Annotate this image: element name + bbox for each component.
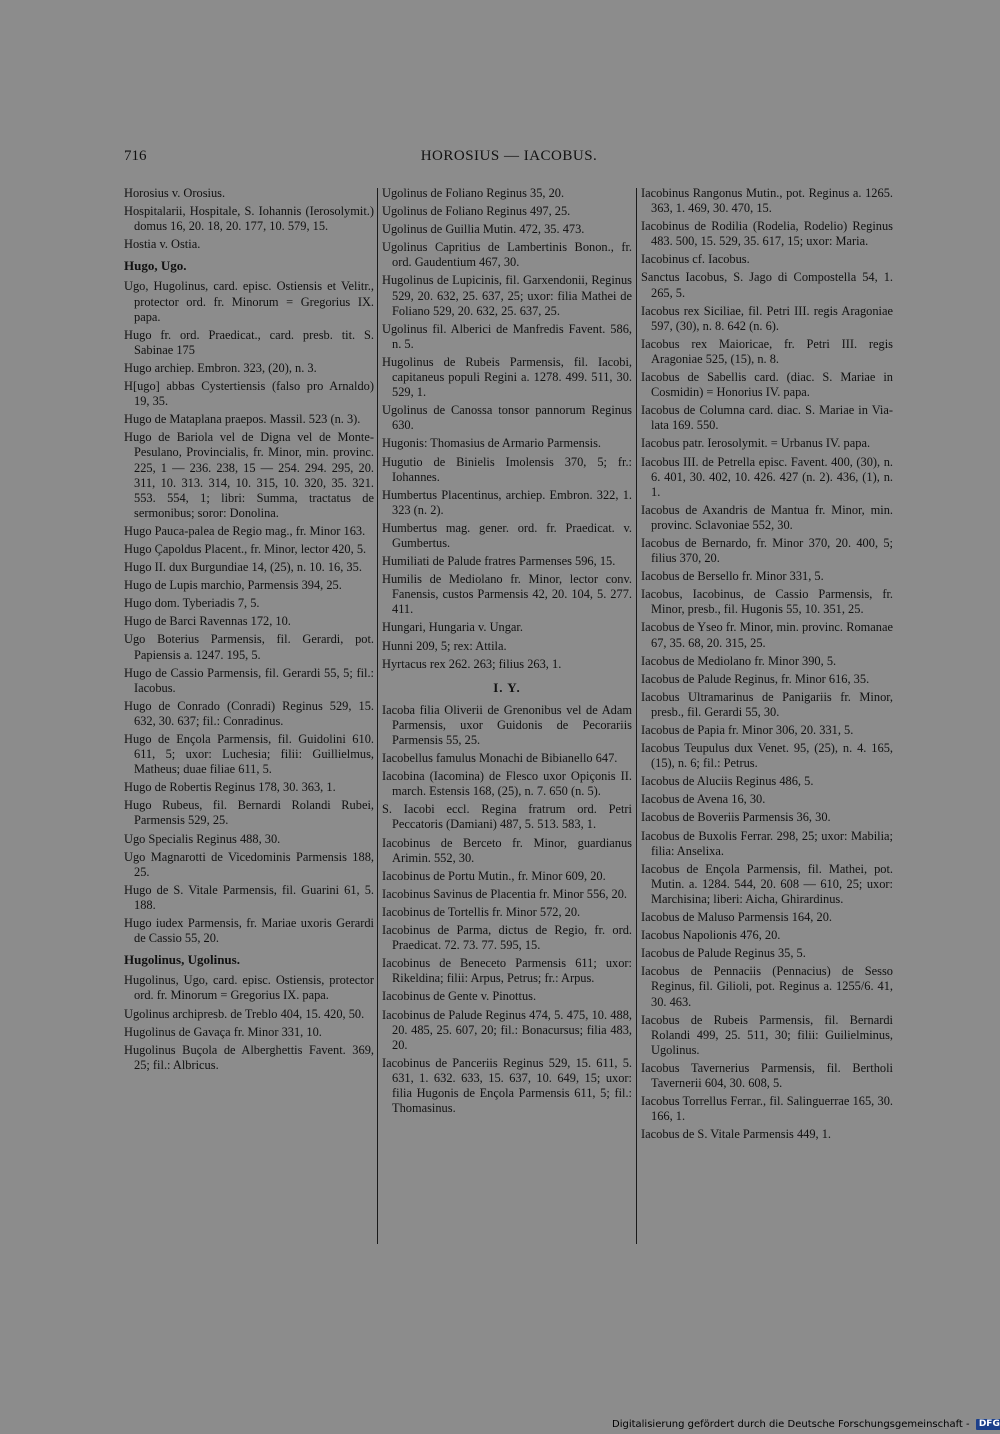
index-entry: Hugo de Conrado (Conradi) Reginus 529, 15. 632, 30. 637; fil.: Conradinus. [124,698,374,728]
index-entry: Iacobus Tavernerius Parmensis, fil. Bertholi Tavernerii 604, 30. 608, 5. [641,1060,893,1090]
index-entry: Iacobus de Yseo fr. Minor, min. provinc. Romanae 67, 35. 68, 20. 315, 25. [641,620,893,650]
index-entry: Iacobus de Pennaciis (Pennacius) de Sesso Reginus, fil. Gilioli, pot. Reginus a. 1255/6. 41, 30. 463. [641,964,893,1009]
index-entry: Iacoba filia Oliverii de Grenonibus vel de Adam Parmensis, uxor Guidonis de Pecorariis Parmensis 55, 25. [382,702,632,747]
index-entry: Iacobus de Ençola Parmensis, fil. Mathei, pot. Mutin. a. 1284. 544, 20. 608 — 610, 25; uxor: Marchisina; liberi: Aicha, Ghirardinus. [641,861,893,906]
footer-text: Digitalisierung gefördert durch die Deutsche Forschungsgemeinschaft - [612,1419,970,1430]
section-heading: Hugolinus, Ugolinus. [124,952,240,968]
index-entry: Iacobus de Rubeis Parmensis, fil. Bernardi Rolandi 499, 25. 511, 30; filii: Guilielminus, Ugolinus. [641,1012,893,1057]
index-entry: Hugolinus de Lupicinis, fil. Garxendonii, Reginus 529, 20. 632, 25. 637, 25; uxor: filia Mathei de Foliano 529, 20. 632, 25. 637, 25. [382,273,632,318]
index-entry: Iacobus rex Maioricae, fr. Petri III. regis Aragoniae 525, (15), n. 8. [641,336,893,366]
section-heading: Hugo, Ugo. [124,258,187,274]
letter-heading: I. Y. [493,679,521,695]
index-entry: Hugo de Barci Ravennas 172, 10. [124,614,291,629]
index-entry: Ugolinus de Guillia Mutin. 472, 35. 473. [382,222,585,237]
page-number: 716 [124,148,147,164]
index-entry: Iacobinus cf. Iacobus. [641,252,750,267]
index-entry: Iacobus Teupulus dux Venet. 95, (25), n. 4. 165, (15), n. 6; fil.: Petrus. [641,741,893,771]
index-entry: Hugo II. dux Burgundiae 14, (25), n. 10. 16, 35. [124,560,362,575]
index-entry: Iacobellus famulus Monachi de Bibianello 647. [382,751,618,766]
index-entry: Humiliati de Palude fratres Parmenses 596, 15. [382,554,616,569]
index-entry: Iacobus, Iacobinus, de Cassio Parmensis, fr. Minor, presb., fil. Hugonis 55, 10. 351, 25. [641,587,893,617]
index-entry: Iacobus de Boveriis Parmensis 36, 30. [641,810,831,825]
column-divider [636,188,637,1244]
index-entry: Iacobus III. de Petrella episc. Favent. 400, (30), n. 6. 401, 30. 402, 10. 426. 427 (n. 2). 436, (1), n. 1. [641,454,893,499]
index-entry: Iacobus de Columna card. diac. S. Mariae in Via-lata 169. 550. [641,403,893,433]
index-entry: Hugo de Bariola vel de Digna vel de Monte-Pesulano, Provincialis, fr. Minor, min. provinc. 225, 1 — 236. 238, 15 — 254. 294. 295, 20. 311, 10. 313. 314, 10. 315, 10. 320, 35. 321. 553. 554, 1; libri: Summa, tractatus de sermonibus; soror: Donolina. [124,430,374,520]
index-entry: Hugo de S. Vitale Parmensis, fil. Guarini 61, 5. 188. [124,882,374,912]
index-entry: Iacobinus de Tortellis fr. Minor 572, 20. [382,904,581,919]
index-entry: Hostia v. Ostia. [124,237,201,252]
index-entry: Hunni 209, 5; rex: Attila. [382,638,507,653]
index-entry: Ugo Boterius Parmensis, fil. Gerardi, pot. Papiensis a. 1247. 195, 5. [124,632,374,662]
index-entry: Iacobus patr. Ierosolymit. = Urbanus IV. papa. [641,436,871,451]
index-entry: Hugo archiep. Embron. 323, (20), n. 3. [124,360,317,375]
index-entry: S. Iacobi eccl. Regina fratrum ord. Petri Peccatoris (Damiani) 487, 5. 513. 583, 1. [382,802,632,832]
index-entry: Iacobus de Avena 16, 30. [641,792,766,807]
index-entry: Iacobinus Savinus de Placentia fr. Minor 556, 20. [382,886,628,901]
index-entry: Hugolinus Buçola de Alberghettis Favent. 369, 25; fil.: Albricus. [124,1042,374,1072]
index-entry: Iacobus de Palude Reginus, fr. Minor 616, 35. [641,671,870,686]
index-entry: Ugo Magnarotti de Vicedominis Parmensis 188, 25. [124,849,374,879]
index-entry: Hugo Çapoldus Placent., fr. Minor, lector 420, 5. [124,541,367,556]
index-entry: Iacobinus de Gente v. Pinottus. [382,989,537,1004]
column-divider [377,188,378,1244]
index-entry: Iacobinus Rangonus Mutin., pot. Reginus a. 1265. 363, 1. 469, 30. 470, 15. [641,186,893,216]
index-entry: Hugo de Mataplana praepos. Massil. 523 (n. 3). [124,412,361,427]
index-entry: Iacobina (Iacomina) de Flesco uxor Opiçonis II. march. Estensis 168, (25), n. 7. 650 (n. 5). [382,769,632,799]
index-entry: H[ugo] abbas Cystertiensis (falso pro Arnaldo) 19, 35. [124,379,374,409]
index-entry: Ugolinus de Canossa tonsor pannorum Reginus 630. [382,403,632,433]
index-entry: Hugo de Lupis marchio, Parmensis 394, 25. [124,578,342,593]
index-entry: Hugolinus de Rubeis Parmensis, fil. Iacobi, capitaneus populi Regini a. 1278. 499. 511, 30. 529, 1. [382,354,632,400]
index-entry: Hugo iudex Parmensis, fr. Mariae uxoris Gerardi de Cassio 55, 20. [124,916,374,946]
index-entry: Hugolinus de Gavaça fr. Minor 331, 10. [124,1024,322,1039]
index-entry: Iacobus rex Siciliae, fil. Petri III. regis Aragoniae 597, (30), n. 8. 642 (n. 6). [641,303,893,333]
index-column-right [641,186,893,1145]
index-entry: Hugo de Ençola Parmensis, fil. Guidolini 610. 611, 5; uxor: Luchesia; filii: Guillielmus, Matheus; duae filiae 611, 5. [124,732,374,777]
index-entry: Hugo fr. ord. Praedicat., card. presb. tit. S. Sabinae 175 [124,327,374,357]
index-entry: Iacobus Napolionis 476, 20. [641,928,781,943]
index-entry: Iacobus de Papia fr. Minor 306, 20. 331, 5. [641,723,854,737]
index-entry: Ugolinus Capritius de Lambertinis Bonon., fr. ord. Gaudentium 467, 30. [382,240,632,270]
index-entry: Hugolinus, Ugo, card. episc. Ostiensis, protector ord. fr. Minorum = Gregorius IX. papa. [124,973,374,1003]
index-entry: Hugo de Robertis Reginus 178, 30. 363, 1. [124,780,336,795]
index-entry: Iacobinus de Rodilia (Rodelia, Rodelio) Reginus 483. 500, 15. 529, 35. 617, 15; uxor: Maria. [641,219,893,249]
index-entry: Iacobus de Sabellis card. (diac. S. Mariae in Cosmidin) = Honorius IV. papa. [641,370,893,400]
index-entry: Humbertus Placentinus, archiep. Embron. 322, 1. 323 (n. 2). [382,487,632,517]
index-column-middle [382,186,632,1119]
index-entry: Iacobus de Bersello fr. Minor 331, 5. [641,569,824,584]
index-entry: Iacobinus de Berceto fr. Minor, guardianus Arimin. 552, 30. [382,835,632,865]
index-entry: Horosius v. Orosius. [124,186,226,200]
index-entry: Iacobinus de Panceriis Reginus 529, 15. 611, 5. 631, 1. 632. 633, 15. 637, 10. 649, 15; uxor: filia Hugonis de Ençola Parmensis 611, 5; fil.: Thomasinus. [382,1055,632,1116]
dfg-logo: DFG [976,1419,1000,1430]
index-entry: Iacobus Ultramarinus de Panigariis fr. Minor, presb., fil. Gerardi 55, 30. [641,689,893,719]
index-entry: Hugutio de Binielis Imolensis 370, 5; fr.: Iohannes. [382,454,632,484]
index-entry: Sanctus Iacobus, S. Jago di Compostella 54, 1. 265, 5. [641,270,893,300]
index-column-left [124,186,374,1076]
index-entry: Iacobinus de Parma, dictus de Regio, fr. ord. Praedicat. 72. 73. 77. 595, 15. [382,923,632,953]
index-entry: Ugo, Hugolinus, card. episc. Ostiensis et Velitr., protector ord. fr. Minorum = Gregorius IX. papa. [124,279,374,324]
index-entry: Iacobus de Axandris de Mantua fr. Minor, min. provinc. Sclavoniae 552, 30. [641,502,893,532]
index-entry: Ugolinus de Foliano Reginus 497, 25. [382,204,571,219]
index-entry: Hospitalarii, Hospitale, S. Iohannis (Ierosolymit.) domus 16, 20. 18, 20. 177, 10. 579, 15. [124,204,374,234]
index-entry: Iacobinus de Portu Mutin., fr. Minor 609, 20. [382,868,606,883]
index-entry: Iacobus Torrellus Ferrar., fil. Salinguerrae 165, 30. 166, 1. [641,1094,893,1124]
index-entry: Iacobus de Maluso Parmensis 164, 20. [641,910,832,925]
index-entry: Iacobinus de Beneceto Parmensis 611; uxor: Rikeldina; filii: Arpus, Petrus; fr.: Arpus. [382,956,632,986]
index-entry: Iacobus de Aluciis Reginus 486, 5. [641,774,814,789]
index-entry: Humbertus mag. gener. ord. fr. Praedicat. v. Gumbertus. [382,520,632,550]
index-entry: Ugolinus archipresb. de Treblo 404, 15. 420, 50. [124,1006,365,1021]
index-entry: Hungari, Hungaria v. Ungar. [382,620,523,635]
index-entry: Humilis de Mediolano fr. Minor, lector conv. Fanensis, custos Parmensis 42, 20. 104, 5. 277. 411. [382,572,632,617]
index-entry: Ugolinus fil. Alberici de Manfredis Favent. 586, n. 5. [382,321,632,351]
footer [612,1419,1000,1432]
index-entry: Iacobus de S. Vitale Parmensis 449, 1. [641,1127,832,1142]
index-entry: Hugo dom. Tyberiadis 7, 5. [124,596,260,611]
index-entry: Iacobus de Mediolano fr. Minor 390, 5. [641,653,837,668]
running-header [124,148,894,170]
running-title: HOROSIUS — IACOBUS. [420,148,598,164]
index-entry: Hugo de Cassio Parmensis, fil. Gerardi 55, 5; fil.: Iacobus. [124,665,374,695]
index-entry: Iacobus de Bernardo, fr. Minor 370, 20. 400, 5; filius 370, 20. [641,535,893,566]
index-entry: Hugo Pauca-palea de Regio mag., fr. Minor 163. [124,523,366,538]
index-entry: Ugo Specialis Reginus 488, 30. [124,831,281,846]
index-entry: Hyrtacus rex 262. 263; filius 263, 1. [382,656,562,671]
index-entry: Hugonis: Thomasius de Armario Parmensis. [382,436,602,451]
index-entry: Ugolinus de Foliano Reginus 35, 20. [382,186,565,200]
index-entry: Iacobus de Buxolis Ferrar. 298, 25; uxor: Mabilia; filia: Anselixa. [641,828,893,858]
index-entry: Iacobinus de Palude Reginus 474, 5. 475, 10. 488, 20. 485, 25. 607, 20; fil.: Bonacursus; filia 483, 20. [382,1007,632,1052]
index-entry: Iacobus de Palude Reginus 35, 5. [641,946,806,961]
index-entry: Hugo Rubeus, fil. Bernardi Rolandi Rubei, Parmensis 529, 25. [124,798,374,828]
